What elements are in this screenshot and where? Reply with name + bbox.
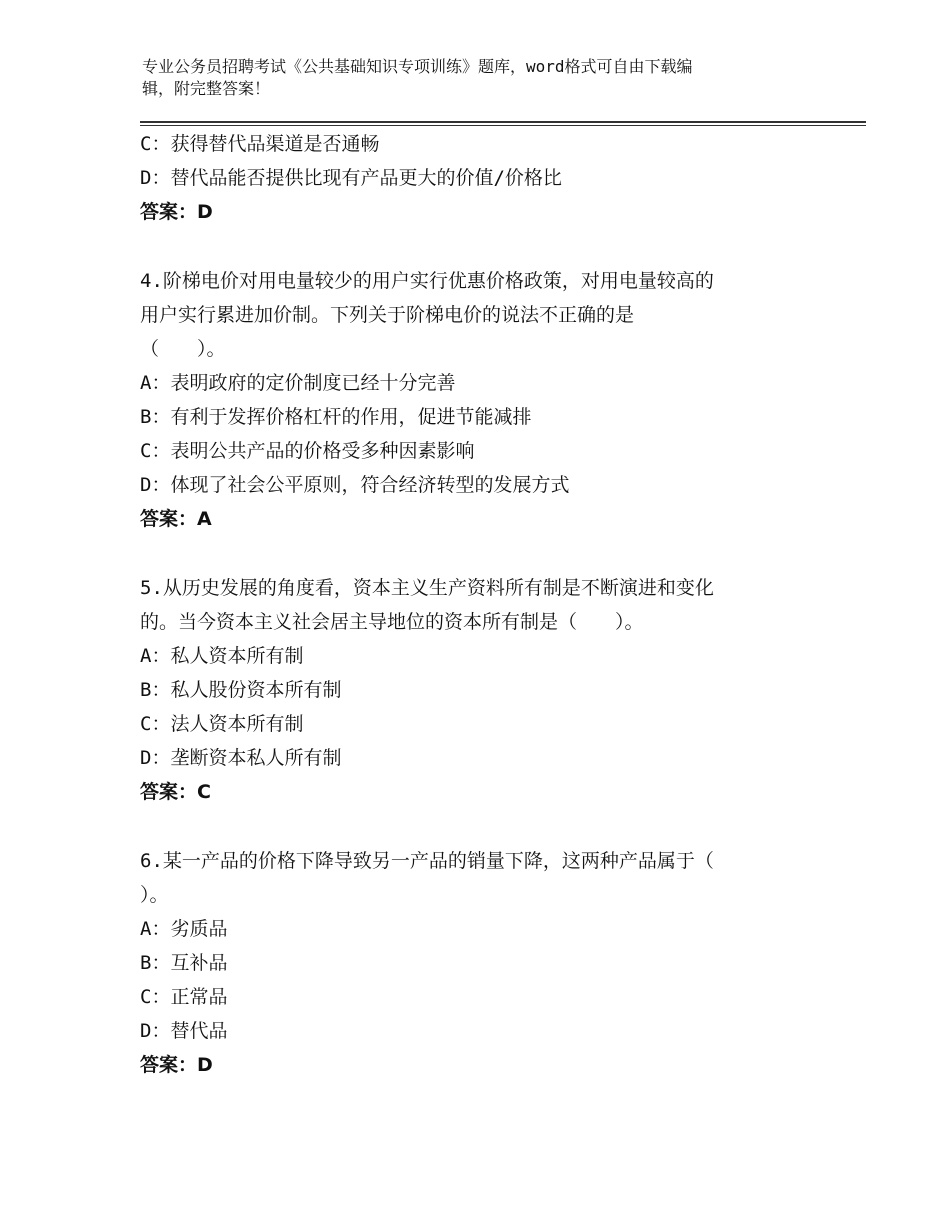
answer-line: 答案：C — [140, 781, 211, 803]
text-line: D：替代品 — [140, 1020, 228, 1042]
text-line: C：获得替代品渠道是否通畅 — [140, 133, 380, 155]
text-line: （ ）。 — [140, 338, 226, 360]
header-line-2: 辑，附完整答案！ — [142, 79, 271, 98]
text-line: ）。 — [140, 884, 169, 906]
text-line: 4.阶梯电价对用电量较少的用户实行优惠价格政策，对用电量较高的 — [140, 270, 714, 292]
text-line: C：法人资本所有制 — [140, 713, 304, 735]
text-line: C：表明公共产品的价格受多种因素影响 — [140, 440, 475, 462]
text-line: A：劣质品 — [140, 918, 228, 940]
text-line: B：有利于发挥价格杠杆的作用，促进节能减排 — [140, 406, 532, 428]
document-header — [142, 56, 802, 100]
header-line-1: 专业公务员招聘考试《公共基础知识专项训练》题库，word格式可自由下载编 — [142, 57, 693, 76]
answer-line: 答案：A — [140, 508, 212, 530]
text-line: 6.某一产品的价格下降导致另一产品的销量下降，这两种产品属于（ — [140, 850, 714, 872]
text-line: C：正常品 — [140, 986, 228, 1008]
header-rule-thin — [140, 125, 866, 126]
header-rule-thick — [140, 121, 866, 123]
question-spacer — [140, 536, 810, 571]
answer-line: 答案：D — [140, 1054, 213, 1076]
text-line: D：替代品能否提供比现有产品更大的价值/价格比 — [140, 167, 562, 189]
text-line: D：垄断资本私人所有制 — [140, 747, 342, 769]
text-line: B：互补品 — [140, 952, 228, 974]
question-spacer — [140, 229, 810, 264]
text-line: A：私人资本所有制 — [140, 645, 304, 667]
text-line: 5.从历史发展的角度看，资本主义生产资料所有制是不断演进和变化 — [140, 577, 714, 599]
text-line: 用户实行累进加价制。下列关于阶梯电价的说法不正确的是 — [140, 304, 635, 326]
answer-line: 答案：D — [140, 201, 213, 223]
question-content — [140, 127, 810, 1082]
text-line: 的。当今资本主义社会居主导地位的资本所有制是（ ）。 — [140, 611, 644, 633]
text-line: D：体现了社会公平原则，符合经济转型的发展方式 — [140, 474, 570, 496]
question-spacer — [140, 809, 810, 844]
text-line: B：私人股份资本所有制 — [140, 679, 342, 701]
text-line: A：表明政府的定价制度已经十分完善 — [140, 372, 456, 394]
